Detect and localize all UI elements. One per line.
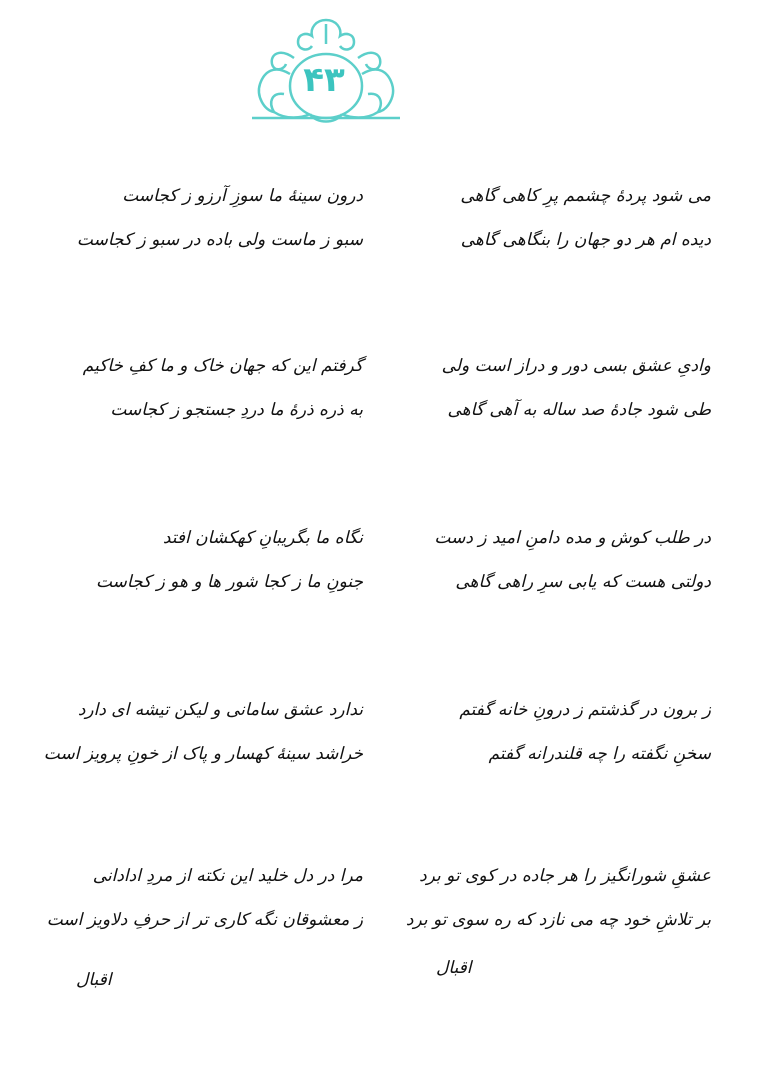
verse-line: دولتی هست که یابی سرِ راهی گاهی [455,572,711,592]
verse-line: می شود پردهٔ چشمم پرِ کاهی گاهی [460,186,711,206]
verse-line: درون سینهٔ ما سوزِ آرزو ز کجاست [122,186,363,206]
page-number: ۴۳ [303,60,345,100]
verse-line: در طلب کوش و مده دامنِ امید ز دست [434,528,711,548]
signature: اقبال [76,970,112,990]
verse-line: عشقِ شورانگیز را هر جاده در کوی تو برد [419,866,711,886]
verse-line: خراشد سینهٔ کهسار و پاک از خونِ پرویز است [43,744,363,764]
signature: اقبال [436,958,472,978]
verse-line: سخنِ نگفته را چه قلندرانه گفتم [488,744,711,764]
verse-line: گرفتم این که جهان خاک و ما کفِ خاکیم [82,356,363,376]
verse-line: وادیِ عشق بسی دور و دراز است ولی [441,356,711,376]
verse-line: ز معشوقان نگه کاری تر از حرفِ دلاویز است [46,910,363,930]
verse-line: طی شود جادهٔ صد ساله به آهی گاهی [447,400,711,420]
verse-line: نگاه ما بگریبانِ کهکشان افتد [162,528,363,548]
verse-line: دیده ام هر دو جهان را بنگاهی گاهی [460,230,711,250]
stanza [0,528,763,638]
stanza [0,356,763,466]
verse-line: سبو ز ماست ولی باده در سبو ز کجاست [76,230,363,250]
verse-line: به ذره ذرهٔ ما دردِ جستجو ز کجاست [110,400,363,420]
verse-line: مرا در دل خلید این نکته از مردِ ادادانی [92,866,363,886]
verse-line: بر تلاشِ خود چه می نازد که ره سوی تو برد [405,910,711,930]
stanza [0,700,763,810]
verse-line: ندارد عشق سامانی و لیکن تیشه ای دارد [77,700,363,720]
stanza [0,186,763,296]
stanza [0,866,763,976]
verse-line: ز برون در گذشتم ز درونِ خانه گفتم [459,700,711,720]
verse-line: جنونِ ما ز کجا شور ها و هو ز کجاست [95,572,363,592]
